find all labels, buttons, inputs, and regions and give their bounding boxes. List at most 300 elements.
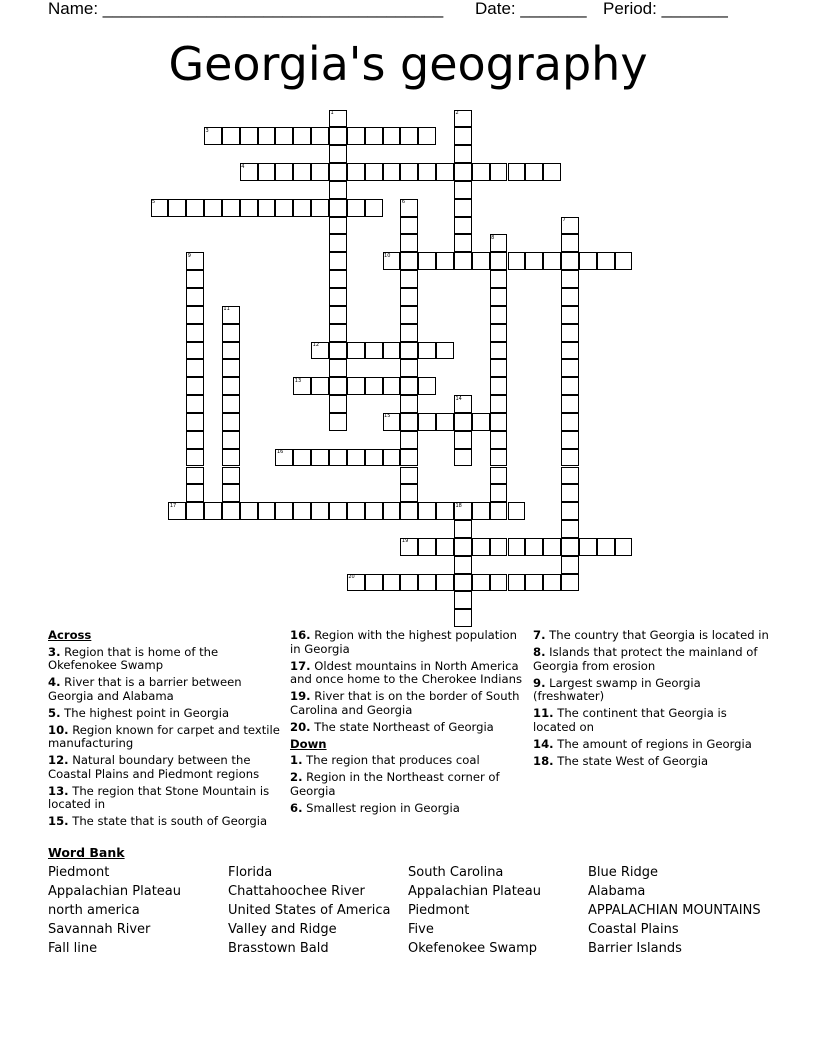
across-heading: Across [48, 628, 92, 642]
grid-cell[interactable] [561, 288, 579, 306]
grid-cell-number: 10 [384, 252, 391, 259]
grid-cell[interactable] [222, 467, 240, 485]
grid-cell[interactable] [490, 163, 508, 181]
grid-cell[interactable] [436, 342, 454, 360]
grid-cell[interactable] [329, 181, 347, 199]
grid-cell[interactable] [186, 467, 204, 485]
grid-cell[interactable] [490, 395, 508, 413]
grid-cell[interactable] [383, 502, 401, 520]
grid-cell[interactable] [329, 234, 347, 252]
grid-cell[interactable] [186, 306, 204, 324]
word-bank-column-4 [588, 863, 761, 958]
grid-cell[interactable] [347, 574, 365, 592]
grid-cell[interactable] [275, 449, 293, 467]
grid-cell-number: 12 [312, 342, 320, 349]
grid-cell[interactable] [525, 574, 543, 592]
grid-cell[interactable] [329, 377, 347, 395]
clue-down-18: 18. The state West of Georgia [533, 753, 709, 768]
clue-down-2: 2. Region in the Northeast corner of Georgia [290, 770, 500, 798]
grid-cell[interactable] [490, 538, 508, 556]
grid-cell[interactable] [186, 395, 204, 413]
grid-cell[interactable] [454, 217, 472, 235]
clue-across-10: 10. Region known for carpet and textile manufacturing [48, 722, 280, 750]
grid-cell[interactable] [436, 163, 454, 181]
grid-cell[interactable] [186, 342, 204, 360]
name-label: Name: ____________________________________ [48, 0, 444, 18]
grid-cell[interactable] [436, 252, 454, 270]
grid-cell[interactable] [561, 306, 579, 324]
grid-cell[interactable] [454, 110, 472, 128]
word-bank-item: Piedmont [408, 903, 470, 918]
grid-cell-number: 8 [491, 234, 495, 241]
clue-across-15: 15. The state that is south of Georgia [48, 814, 268, 828]
grid-cell[interactable] [329, 449, 347, 467]
grid-cell[interactable] [454, 502, 472, 520]
clue-across-16: 16. Region with the highest population in Georgia [290, 628, 517, 656]
grid-cell[interactable] [436, 502, 454, 520]
word-bank-column-1 [48, 863, 181, 958]
grid-cell[interactable] [275, 163, 293, 181]
grid-cell[interactable] [329, 413, 347, 431]
clues-column-3 [533, 629, 773, 772]
grid-cell[interactable] [490, 252, 508, 270]
word-bank-item: Appalachian Plateau [408, 884, 541, 899]
grid-cell[interactable] [400, 127, 418, 145]
grid-cell[interactable] [454, 413, 472, 431]
clue-down-1: 1. The region that produces coal [290, 753, 480, 767]
grid-cell[interactable] [329, 359, 347, 377]
grid-cell[interactable] [508, 502, 526, 520]
grid-cell[interactable] [454, 574, 472, 592]
page-title: Georgia's geography [168, 37, 648, 91]
grid-cell[interactable] [400, 288, 418, 306]
grid-cell[interactable] [151, 199, 169, 217]
word-bank-item: Brasstown Bald [228, 941, 329, 956]
grid-cell[interactable] [400, 538, 418, 556]
grid-cell[interactable] [436, 574, 454, 592]
grid-cell[interactable] [436, 413, 454, 431]
word-bank-item: United States of America [228, 903, 391, 918]
grid-cell[interactable] [561, 252, 579, 270]
grid-cell[interactable] [311, 449, 329, 467]
grid-cell[interactable] [222, 377, 240, 395]
word-bank-heading: Word Bank [48, 845, 125, 860]
grid-cell[interactable] [365, 199, 383, 217]
grid-cell[interactable] [561, 556, 579, 574]
grid-cell[interactable] [597, 252, 615, 270]
grid-cell[interactable] [347, 127, 365, 145]
grid-cell[interactable] [258, 199, 276, 217]
grid-cell[interactable] [365, 342, 383, 360]
clue-down-6: 6. Smallest region in Georgia [290, 800, 460, 815]
word-bank-column-3 [408, 863, 541, 958]
grid-cell[interactable] [329, 252, 347, 270]
grid-cell[interactable] [454, 449, 472, 467]
grid-cell[interactable] [454, 127, 472, 145]
grid-cell[interactable] [615, 252, 633, 270]
grid-cell[interactable] [311, 342, 329, 360]
grid-cell[interactable] [186, 377, 204, 395]
grid-cell[interactable] [222, 127, 240, 145]
grid-cell[interactable] [400, 306, 418, 324]
grid-cell[interactable] [383, 413, 401, 431]
grid-cell[interactable] [400, 502, 418, 520]
grid-cell[interactable] [454, 431, 472, 449]
grid-cell[interactable] [508, 252, 526, 270]
grid-cell-number: 5 [152, 199, 156, 206]
grid-cell[interactable] [186, 324, 204, 342]
clue-across-12: 12. Natural boundary between the Coastal Plains and Piedmont regions [48, 753, 260, 781]
grid-cell[interactable] [561, 484, 579, 502]
grid-cell[interactable] [472, 413, 490, 431]
grid-cell[interactable] [472, 163, 490, 181]
grid-cell[interactable] [311, 502, 329, 520]
grid-cell[interactable] [490, 342, 508, 360]
grid-cell[interactable] [400, 574, 418, 592]
grid-cell[interactable] [186, 413, 204, 431]
word-bank-item: Five [408, 922, 434, 937]
grid-cell[interactable] [561, 574, 579, 592]
grid-cell[interactable] [383, 163, 401, 181]
grid-cell[interactable] [454, 591, 472, 609]
word-bank-item: Okefenokee Swamp [408, 941, 538, 956]
grid-cell[interactable] [525, 163, 543, 181]
grid-cell[interactable] [293, 502, 311, 520]
grid-cell[interactable] [490, 288, 508, 306]
word-bank-item: Chattahoochee River [228, 884, 365, 899]
grid-cell[interactable] [365, 163, 383, 181]
grid-cell[interactable] [400, 484, 418, 502]
grid-cell[interactable] [400, 342, 418, 360]
grid-cell[interactable] [561, 502, 579, 520]
grid-cell[interactable] [561, 324, 579, 342]
grid-cell[interactable] [347, 449, 365, 467]
word-bank-item: Coastal Plains [588, 922, 679, 937]
grid-cell[interactable] [293, 377, 311, 395]
grid-cell-number: 16 [276, 449, 284, 456]
grid-cell[interactable] [311, 377, 329, 395]
grid-cell[interactable] [561, 359, 579, 377]
word-bank-item: Savannah River [48, 922, 151, 937]
clue-across-5: 5. The highest point in Georgia [48, 705, 230, 720]
grid-cell-number: 7 [562, 217, 566, 224]
grid-cell[interactable] [240, 199, 258, 217]
grid-cell[interactable] [347, 502, 365, 520]
grid-cell[interactable] [383, 377, 401, 395]
grid-cell[interactable] [454, 145, 472, 163]
grid-cell[interactable] [543, 163, 561, 181]
grid-cell[interactable] [454, 538, 472, 556]
grid-cell[interactable] [543, 574, 561, 592]
clue-across-13: 13. The region that Stone Mountain is located in [48, 783, 270, 811]
grid-cell[interactable] [329, 342, 347, 360]
grid-cell[interactable] [365, 502, 383, 520]
grid-cell[interactable] [490, 574, 508, 592]
grid-cell[interactable] [186, 449, 204, 467]
word-bank-item: Piedmont [48, 865, 110, 880]
grid-cell[interactable] [454, 163, 472, 181]
grid-cell[interactable] [508, 538, 526, 556]
grid-cell[interactable] [490, 431, 508, 449]
word-bank-item: Alabama [588, 884, 646, 899]
grid-cell[interactable] [561, 377, 579, 395]
word-bank-item: APPALACHIAN MOUNTAINS [588, 903, 761, 918]
grid-cell[interactable] [329, 502, 347, 520]
grid-cell-number: 19 [401, 538, 409, 545]
grid-cell[interactable] [204, 127, 222, 145]
grid-cell[interactable] [222, 395, 240, 413]
clue-down-7: 7. The country that Georgia is located in [533, 628, 769, 642]
grid-cell[interactable] [543, 538, 561, 556]
grid-cell[interactable] [400, 270, 418, 288]
grid-cell[interactable] [186, 502, 204, 520]
grid-cell[interactable] [240, 502, 258, 520]
clue-across-3: 3. Region that is home of the Okefenokee Swamp [48, 644, 219, 672]
grid-cell-number: 17 [169, 502, 177, 509]
grid-cell[interactable] [311, 199, 329, 217]
grid-cell[interactable] [293, 163, 311, 181]
grid-cell[interactable] [418, 502, 436, 520]
grid-cell-number: 2 [455, 110, 459, 116]
grid-cell-number: 9 [187, 252, 191, 259]
grid-cell[interactable] [222, 199, 240, 217]
grid-cell-number: 20 [348, 574, 355, 581]
clue-down-8: 8. Islands that protect the mainland of Georgia from erosion [533, 645, 758, 673]
clue-across-17: 17. Oldest mountains in North America and once home to the Cherokee Indians [290, 658, 522, 686]
grid-cell[interactable] [293, 449, 311, 467]
grid-cell[interactable] [329, 217, 347, 235]
grid-cell[interactable] [418, 574, 436, 592]
grid-cell[interactable] [454, 520, 472, 538]
grid-cell[interactable] [329, 288, 347, 306]
clue-across-19: 19. River that is on the border of South Carolina and Georgia [290, 689, 520, 717]
grid-cell[interactable] [240, 127, 258, 145]
date-label: Date: _______ [475, 0, 587, 18]
clues-column-2 [290, 629, 522, 819]
grid-cell[interactable] [525, 538, 543, 556]
grid-cell[interactable] [400, 163, 418, 181]
grid-cell[interactable] [168, 199, 186, 217]
grid-cell[interactable] [472, 538, 490, 556]
grid-cell[interactable] [490, 324, 508, 342]
grid-cell-number: 4 [241, 163, 245, 170]
grid-cell[interactable] [561, 467, 579, 485]
grid-cell[interactable] [222, 449, 240, 467]
grid-cell[interactable] [561, 538, 579, 556]
grid-cell[interactable] [347, 199, 365, 217]
grid-cell[interactable] [490, 270, 508, 288]
grid-cell[interactable] [418, 127, 436, 145]
grid-cell[interactable] [472, 574, 490, 592]
grid-cell[interactable] [222, 484, 240, 502]
grid-cell[interactable] [490, 377, 508, 395]
grid-cell[interactable] [561, 342, 579, 360]
grid-cell[interactable] [400, 413, 418, 431]
clues-column-1 [48, 629, 280, 832]
grid-cell[interactable] [561, 234, 579, 252]
grid-cell[interactable] [508, 574, 526, 592]
grid-cell[interactable] [561, 270, 579, 288]
grid-cell[interactable] [418, 342, 436, 360]
grid-cell[interactable] [490, 413, 508, 431]
grid-cell[interactable] [543, 252, 561, 270]
grid-cell[interactable] [418, 538, 436, 556]
word-bank-item: Appalachian Plateau [48, 884, 181, 899]
grid-cell[interactable] [561, 449, 579, 467]
word-bank-item: Fall line [48, 941, 98, 956]
word-bank-item: north america [48, 903, 140, 918]
grid-cell[interactable] [383, 574, 401, 592]
grid-cell[interactable] [222, 359, 240, 377]
grid-cell[interactable] [222, 342, 240, 360]
word-bank-item: Valley and Ridge [228, 922, 337, 937]
grid-cell[interactable] [383, 252, 401, 270]
grid-cell[interactable] [347, 342, 365, 360]
grid-cell[interactable] [490, 234, 508, 252]
period-label: Period: _______ [603, 0, 728, 18]
grid-cell[interactable] [365, 127, 383, 145]
grid-cell[interactable] [472, 502, 490, 520]
grid-cell[interactable] [329, 324, 347, 342]
grid-cell[interactable] [454, 199, 472, 217]
grid-cell[interactable] [329, 163, 347, 181]
grid-cell[interactable] [293, 199, 311, 217]
grid-cell[interactable] [222, 306, 240, 324]
grid-cell[interactable] [579, 538, 597, 556]
grid-cell[interactable] [561, 520, 579, 538]
grid-cell[interactable] [615, 538, 633, 556]
grid-cell[interactable] [329, 306, 347, 324]
grid-cell[interactable] [311, 127, 329, 145]
grid-cell[interactable] [347, 377, 365, 395]
grid-cell[interactable] [186, 252, 204, 270]
grid-cell[interactable] [400, 377, 418, 395]
grid-cell[interactable] [204, 199, 222, 217]
grid-cell[interactable] [365, 449, 383, 467]
grid-cell[interactable] [561, 431, 579, 449]
down-heading: Down [290, 736, 327, 751]
word-bank-column-2 [228, 863, 390, 958]
grid-cell[interactable] [186, 484, 204, 502]
grid-cell[interactable] [258, 502, 276, 520]
grid-cell[interactable] [454, 395, 472, 413]
grid-cell[interactable] [168, 502, 186, 520]
grid-cell[interactable] [400, 234, 418, 252]
grid-cell[interactable] [347, 163, 365, 181]
grid-cell[interactable] [454, 556, 472, 574]
grid-cell-number: 14 [455, 395, 462, 402]
grid-cell[interactable] [222, 431, 240, 449]
grid-cell[interactable] [561, 413, 579, 431]
grid-cell[interactable] [258, 127, 276, 145]
grid-cell-number: 3 [205, 127, 209, 134]
grid-cell[interactable] [400, 199, 418, 217]
word-bank-item: Florida [228, 865, 273, 880]
grid-cell[interactable] [400, 252, 418, 270]
grid-cell[interactable] [579, 252, 597, 270]
grid-cell[interactable] [418, 377, 436, 395]
grid-cell[interactable] [222, 502, 240, 520]
grid-cell[interactable] [383, 342, 401, 360]
clue-across-20: 20. The state Northeast of Georgia [290, 719, 494, 734]
grid-cell[interactable] [186, 288, 204, 306]
grid-cell[interactable] [293, 127, 311, 145]
grid-cell[interactable] [329, 199, 347, 217]
grid-cell[interactable] [329, 110, 347, 128]
grid-cell[interactable] [561, 217, 579, 235]
clue-down-9: 9. Largest swamp in Georgia (freshwater) [533, 675, 701, 703]
grid-cell[interactable] [329, 127, 347, 145]
grid-cell-number: 18 [455, 502, 462, 509]
word-bank-item: Barrier Islands [588, 941, 682, 956]
grid-cell[interactable] [490, 484, 508, 502]
grid-cell[interactable] [186, 359, 204, 377]
grid-cell[interactable] [400, 395, 418, 413]
grid-cell[interactable] [222, 324, 240, 342]
grid-cell[interactable] [418, 252, 436, 270]
grid-cell[interactable] [186, 431, 204, 449]
grid-cell[interactable] [186, 270, 204, 288]
grid-cell[interactable] [311, 163, 329, 181]
grid-cell[interactable] [418, 413, 436, 431]
grid-cell[interactable] [204, 502, 222, 520]
grid-cell[interactable] [490, 449, 508, 467]
grid-cell[interactable] [400, 324, 418, 342]
grid-cell[interactable] [186, 199, 204, 217]
grid-cell-number: 1 [330, 110, 334, 116]
grid-cell[interactable] [400, 467, 418, 485]
grid-cell[interactable] [454, 252, 472, 270]
grid-cell[interactable] [525, 252, 543, 270]
grid-cell[interactable] [454, 609, 472, 627]
grid-cell[interactable] [365, 377, 383, 395]
grid-cell[interactable] [400, 449, 418, 467]
grid-cell[interactable] [329, 270, 347, 288]
grid-cell[interactable] [454, 234, 472, 252]
grid-cell[interactable] [490, 359, 508, 377]
grid-cell[interactable] [400, 359, 418, 377]
grid-cell[interactable] [222, 413, 240, 431]
grid-cell[interactable] [240, 163, 258, 181]
word-bank-item: Blue Ridge [588, 865, 659, 880]
grid-cell[interactable] [258, 163, 276, 181]
grid-cell[interactable] [490, 467, 508, 485]
grid-cell[interactable] [329, 395, 347, 413]
grid-cell[interactable] [472, 252, 490, 270]
grid-cell[interactable] [400, 217, 418, 235]
grid-cell[interactable] [561, 395, 579, 413]
grid-cell[interactable] [490, 306, 508, 324]
grid-cell-number: 11 [223, 306, 230, 313]
grid-cell[interactable] [418, 163, 436, 181]
grid-cell[interactable] [383, 449, 401, 467]
grid-cell[interactable] [275, 127, 293, 145]
grid-cell[interactable] [508, 163, 526, 181]
grid-cell[interactable] [436, 538, 454, 556]
clue-down-11: 11. The continent that Georgia is located on [533, 706, 727, 734]
grid-cell[interactable] [597, 538, 615, 556]
grid-cell[interactable] [400, 431, 418, 449]
grid-cell[interactable] [490, 502, 508, 520]
grid-cell[interactable] [329, 145, 347, 163]
grid-cell-number: 13 [294, 377, 302, 384]
grid-cell[interactable] [275, 502, 293, 520]
grid-cell[interactable] [454, 181, 472, 199]
grid-cell[interactable] [365, 574, 383, 592]
grid-cell[interactable] [383, 127, 401, 145]
word-bank-item: South Carolina [408, 865, 504, 880]
grid-cell[interactable] [275, 199, 293, 217]
